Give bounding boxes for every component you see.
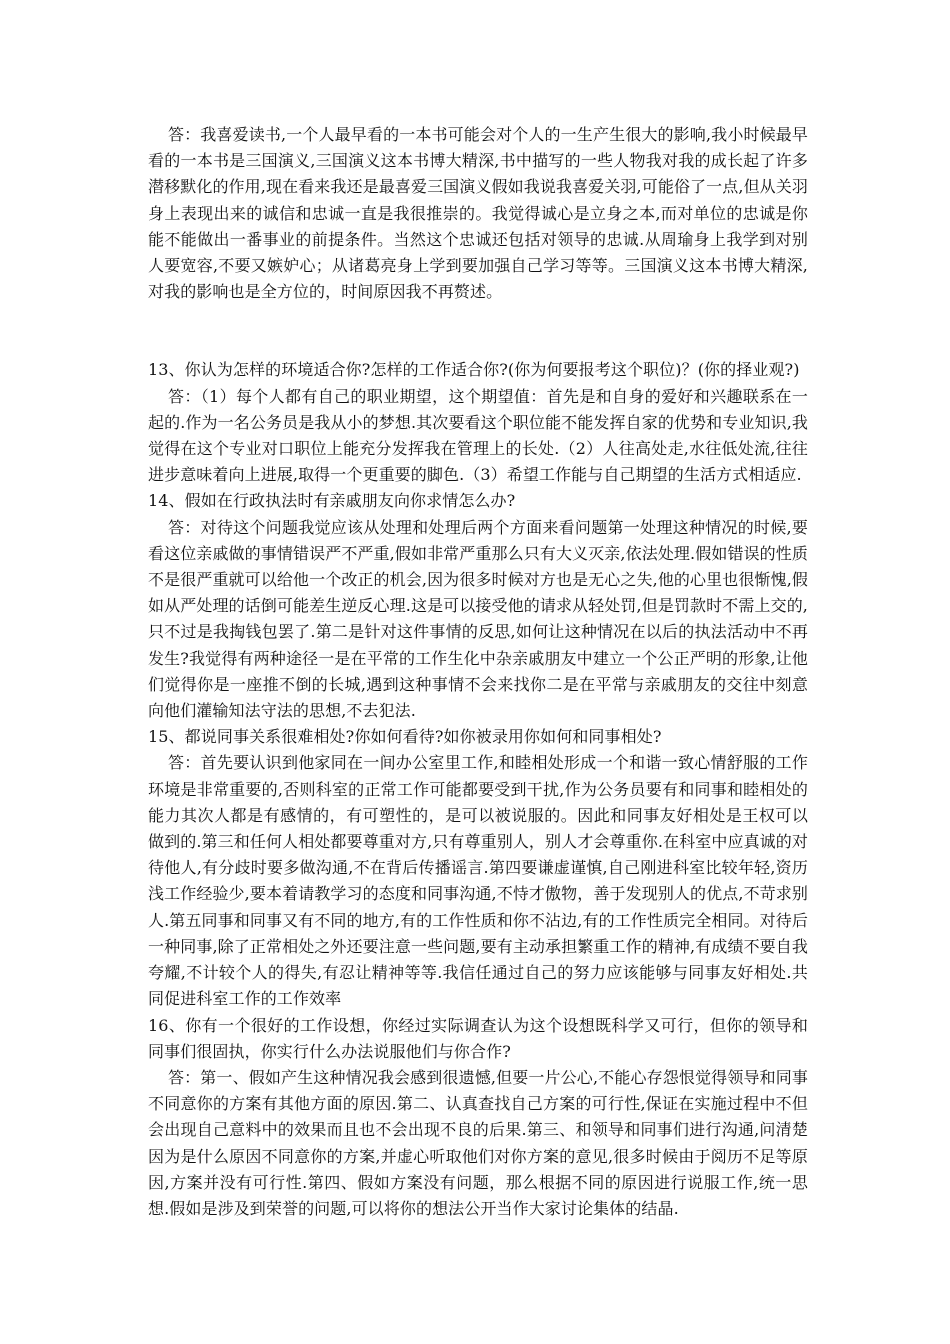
answer-paragraph-13: 答：（1）每个人都有自己的职业期望，这个期望值：首先是和自身的爱好和兴趣联系在一起的.作为一名公务员是我从小的梦想.其次要看这个职位能不能发挥自家的优势和专业知识,我觉得在这个专业对口职位上能充分发挥我在管理上的长处.（2）人往高处走,水往低处流,往往进步意味着向上进展,取得一个更重要的脚色.（3）希望工作能与自己期望的生活方式相适应. [148, 386, 808, 485]
question-14: 14、假如在行政执法时有亲戚朋友向你求情怎么办? [148, 491, 516, 511]
answer-paragraph-15: 答：首先要认识到他家同在一间办公室里工作,和睦相处形成一个和谐一致心情舒服的工作环境是非常重要的,否则科室的正常工作可能都要受到干扰,作为公务员要有和同事和睦相处的能力其次人都是有感情的，有可塑性的，是可以被说服的。因此和同事友好相处是王权可以做到的.第三和任何人相处都要尊重对方,只有尊重别人，别人才会尊重你.在科室中应真诚的对待他人,有分歧时要多做沟通,不在背后传播谣言.第四要谦虚谨慎,自己刚进科室比较年轻,资历浅工作经验少,要本着请教学习的态度和同事沟通,不恃才傲物，善于发现别人的优点,不苛求别人.第五同事和同事又有不同的地方,有的工作性质和你不沾边,有的工作性质完全相同。对待后一种同事,除了正常相处之外还要注意一些问题,要有主动承担繁重工作的精神,有成绩不要自我夸耀,不计较个人的得失,有忍让精神等等.我信任通过自己的努力应该能够与同事友好相处.共同促进科室工作的工作效率 [148, 753, 808, 1009]
question-15: 15、都说同事关系很难相处?你如何看待?如你被录用你如何和同事相处? [148, 727, 662, 747]
paragraph-spacer [148, 305, 808, 357]
answer-paragraph-12: 答：我喜爱读书,一个人最早看的一本书可能会对个人的一生产生很大的影响,我小时候最早看的一本书是三国演义,三国演义这本书博大精深,书中描写的一些人物我对我的成长起了许多潜移默化的作用,现在看来我还是最喜爱三国演义假如我说我喜爱关羽,可能俗了一点,但从关羽身上表现出来的诚信和忠诚一直是我很推崇的。我觉得诚心是立身之本,而对单位的忠诚是你能不能做出一番事业的前提条件。当然这个忠诚还包括对领导的忠诚.从周瑜身上我学到对别人要宽容,不要又嫉妒心；从诸葛亮身上学到要加强自己学习等等。三国演义这本书博大精深,对我的影响也是全方位的，时间原因我不再赘述。 [148, 125, 808, 302]
answer-paragraph-16: 答：第一、假如产生这种情况我会感到很遗憾,但要一片公心,不能心存怨恨觉得领导和同事不同意你的方案有其他方面的原因.第二、认真查找自己方案的可行性,保证在实施过程中不但会出现自己意料中的效果而且也不会出现不良的后果.第三、和领导和同事们进行沟通,问清楚因为是什么原因不同意你的方案,并虚心听取他们对你方案的意见,很多时候由于阅历不足等原因,方案并没有可行性.第四、假如方案没有问题，那么根据不同的原因进行说服工作,统一思想.假如是涉及到荣誉的问题,可以将你的想法公开当作大家讨论集体的结晶. [148, 1067, 808, 1218]
question-13: 13、你认为怎样的环境适合你?怎样的工作适合你?(你为何要报考这个职位)？(你的择业观?) [148, 360, 800, 380]
answer-paragraph-14: 答：对待这个问题我觉应该从处理和处理后两个方面来看问题第一处理这种情况的时候,要看这位亲戚做的事情错误严不严重,假如非常严重那么只有大义灭亲,依法处理.假如错误的性质不是很严重就可以给他一个改正的机会,因为很多时候对方也是无心之失,他的心里也很惭愧,假如从严处理的话倒可能差生逆反心理.这是可以接受他的请求从轻处罚,但是罚款时不需上交的,只不过是我掏钱包罢了.第二是针对这件事情的反思,如何让这种情况在以后的执法活动中不再发生?我觉得有两种途径一是在平常的工作生化中杂亲戚朋友中建立一个公正严明的形象,让他们觉得你是一座推不倒的长城,遇到这种事情不会来找你二是在平常与亲戚朋友的交往中刻意向他们灌输知法守法的思想,不去犯法. [148, 517, 808, 721]
question-16: 16、你有一个很好的工作设想，你经过实际调查认为这个设想既科学又可行，但你的领导和同事们很固执，你实行什么办法说服他们与你合作? [148, 1015, 808, 1061]
document-body [148, 122, 808, 1222]
